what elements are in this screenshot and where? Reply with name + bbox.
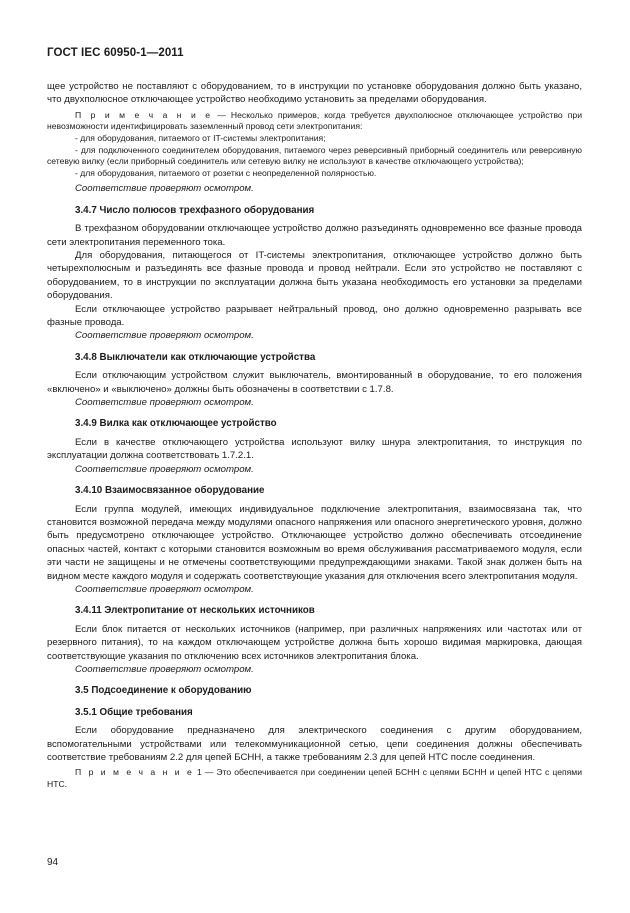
note-label: П р и м е ч а н и е [75, 767, 194, 778]
section-title: 3.4.9 Вилка как отключающее устройство [75, 418, 277, 430]
note-block [47, 767, 582, 790]
section-title: 3.5.1 Общие требования [75, 706, 193, 718]
paragraph: Для оборудования, питающегося от IT-системы электропитания, отключающее устройство должно быть четырехполюсным и разъединять все фазные провода и провод нейтрали. Если это устройство не поставляют с оборудованием, то в инструкции по эксплуатации должна быть указана необходимость его установки за пределами оборудования. [47, 250, 582, 302]
paragraph: Если отключающим устройством служит выключатель, вмонтированный в оборудование, то его положения «включено» и «выключено» должны быть обозначены в соответствии с 1.7.8. [47, 370, 582, 395]
compliance-line: Соответствие проверяют осмотром. [75, 663, 254, 675]
paragraph: Если группа модулей, имеющих индивидуальное подключение электропитания, взаимосвязана так, что становится возможной передача между модулями опасного напряжения или опасного энергетического уровня, должно быть предусмотрено отключающее устройство. Отключающее устройство должно обеспечивать отсоединение опасных частей, контакт с которыми становится возможным во время обслуживания рассматриваемого модуля, если эти части не защищены и не отмечены соответствующими предупреждающими знаками. Такой знак должен быть на видном месте каждого модуля и содержать соответствующие указания для отключения всего электропитания модуля. [47, 503, 582, 582]
paragraph: Если отключающее устройство разрывает нейтральный провод, оно должно одновременно разрывать все фазные провода. [47, 303, 582, 329]
paragraph: Если в качестве отключающего устройства используют вилку шнура электропитания, то инструкция по эксплуатации должна соответствовать 1.7.2.1. [47, 436, 582, 462]
note-intro [47, 110, 582, 133]
note-text: 1 — Это обеспечивается при соединении цепей БСНН с цепями БСНН и цепей НТС с цепями НТС. [47, 767, 582, 789]
compliance-line: Соответствие проверяют осмотром. [75, 183, 254, 195]
note-label: П р и м е ч а н и е [75, 109, 213, 120]
section-title: 3.4.8 Выключатели как отключающие устройства [75, 351, 316, 363]
document-header: ГОСТ IEC 60950-1—2011 [47, 47, 184, 59]
compliance-line: Соответствие проверяют осмотром. [75, 463, 254, 475]
section-title: 3.4.11 Электропитание от нескольких источников [75, 605, 315, 617]
note-item: - для оборудования, питаемого от IT-системы электропитания; [75, 133, 326, 143]
compliance-line: Соответствие проверяют осмотром. [75, 583, 254, 595]
section-title: 3.4.7 Число полюсов трехфазного оборудования [75, 204, 315, 216]
note-block [47, 110, 582, 180]
compliance-line: Соответствие проверяют осмотром. [75, 397, 254, 409]
compliance-line: Соответствие проверяют осмотром. [75, 330, 254, 342]
paragraph: В трехфазном оборудовании отключающее устройство должно разъединять одновременно все фазные провода сети электропитания переменного тока. [47, 223, 582, 248]
note-item: - для оборудования, питаемого от розетки с неопределенной полярностью. [75, 167, 377, 178]
section-title: 3.5 Подсоединение к оборудованию [75, 685, 252, 697]
page-number: 94 [47, 857, 59, 868]
note-intro [47, 767, 582, 790]
paragraph: щее устройство не поставляют с оборудованием, то в инструкции по установке оборудования должно быть указано, что двухполюсное отключающее устройство необходимо установить за пределами оборудования. [47, 81, 582, 106]
paragraph: Если оборудование предназначено для электрического соединения с другим оборудованием, вспомогательными устройствами или телекоммуникационной сетью, цепи соединения должны обеспечивать соответствие требованиям 2.2 для цепей БСНН, а также требованиям 2.3 для цепей НТС после соединения. [47, 725, 582, 763]
note-text: — Несколько примеров, когда требуется двухполюсное отключающее устройство при невозможности идентифицировать заземленный провод сети электропитания: [47, 109, 582, 132]
note-item: - для подключенного соединителем оборудования, питаемого через реверсивный приборный соединитель или реверсивную сетевую вилку (если приборный соединитель или сетевую вилку не используют в качестве отключающего устройства); [47, 144, 582, 167]
document-body [47, 80, 582, 791]
paragraph: Если блок питается от нескольких источников (например, при различных напряжениях или частотах или от резервного питания), то на каждом отключающем устройстве должна быть хорошо видимая маркировка, дающая соответствующие указания по отключению всех источников электропитания блока. [47, 623, 582, 662]
section-title: 3.4.10 Взаимосвязанное оборудование [75, 485, 265, 497]
